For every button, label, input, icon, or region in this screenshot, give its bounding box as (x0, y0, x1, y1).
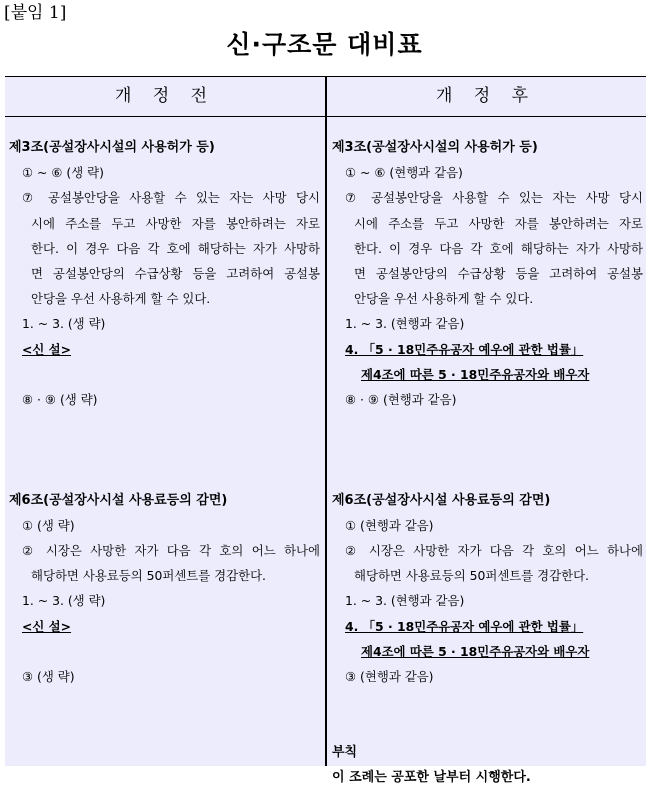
attachment-label: [붙임 1] (4, 3, 67, 23)
article6-paragraph2-line: 해당하면 사용료등의 50퍼센트를 경감한다. (354, 568, 589, 584)
article3-paragraphs-1-6: ① ~ ⑥ (현행과 같음) (345, 165, 463, 181)
article3-new-item-4-cont: 제4조에 따른 5 · 18민주유공자와 배우자 (361, 366, 590, 382)
article6-paragraph2-line: ② 시장은 사망한 자가 다음 각 호의 어느 하나에 (22, 543, 320, 559)
article3-paragraphs-8-9: ⑧ · ⑨ (현행과 같음) (345, 391, 457, 407)
document-title: 신·구조문 대비표 (226, 30, 423, 59)
appendix-title: 부칙 (332, 744, 358, 760)
article6-paragraph2-line: 해당하면 사용료등의 50퍼센트를 경감한다. (31, 568, 266, 584)
article3-paragraph7-line: 시에 주소를 두고 사망한 자를 봉안하려는 자로 (354, 215, 643, 231)
article3-paragraph7-line: 한다. 이 경우 다음 각 호에 해당하는 자가 사망하 (31, 240, 320, 256)
article3-new-mark: <신 설> (22, 341, 72, 357)
article6-new-item-4-cont: 제4조에 따른 5 · 18민주유공자와 배우자 (361, 643, 590, 659)
article6-title: 제6조(공설장사시설 사용료등의 감면) (9, 492, 228, 508)
column-divider (325, 77, 327, 766)
article3-paragraph7-line: ⑦ 공설봉안당을 사용할 수 있는 자는 사망 당시 (22, 190, 320, 206)
article3-paragraph7-line: 안당을 우선 사용하게 할 수 있다. (31, 291, 211, 307)
article6-new-item-4: 4. 「5 · 18민주유공자 예우에 관한 법률」 (345, 618, 584, 634)
article6-paragraph2-line: ② 시장은 사망한 자가 다음 각 호의 어느 하나에 (345, 543, 643, 559)
article6-paragraph3: ③ (생 략) (22, 668, 75, 684)
before-column (9, 135, 324, 689)
article3-paragraph7-line: 안당을 우선 사용하게 할 수 있다. (354, 291, 534, 307)
article3-paragraph7-line: 면 공설봉안당의 수급상황 등을 고려하여 공설봉 (31, 265, 320, 281)
article6-new-mark: <신 설> (22, 618, 72, 634)
appendix-body: 이 조례는 공포한 날부터 시행한다. (332, 769, 531, 785)
header-after-amendment: 개 정 후 (435, 86, 537, 106)
after-column (332, 135, 647, 790)
comparison-table (5, 76, 646, 785)
article6-items-1-3: 1. ~ 3. (생 략) (22, 593, 106, 609)
article3-items-1-3: 1. ~ 3. (현행과 같음) (345, 316, 465, 332)
article3-paragraph7-line: 한다. 이 경우 다음 각 호에 해당하는 자가 사망하 (354, 240, 643, 256)
article3-new-item-4: 4. 「5 · 18민주유공자 예우에 관한 법률」 (345, 341, 584, 357)
article3-items-1-3: 1. ~ 3. (생 략) (22, 316, 106, 332)
article3-title: 제3조(공설장사시설의 사용허가 등) (9, 140, 215, 155)
article3-title: 제3조(공설장사시설의 사용허가 등) (332, 140, 538, 155)
article6-paragraph1: ① (생 략) (22, 517, 75, 533)
article6-paragraph1: ① (현행과 같음) (345, 517, 434, 533)
article3-paragraphs-8-9: ⑧ · ⑨ (생 략) (22, 391, 98, 407)
article6-title: 제6조(공설장사시설 사용료등의 감면) (332, 492, 551, 508)
article3-paragraph7-line: ⑦ 공설봉안당을 사용할 수 있는 자는 사망 당시 (345, 190, 643, 206)
article6-items-1-3: 1. ~ 3. (현행과 같음) (345, 593, 465, 609)
article3-paragraph7-line: 면 공설봉안당의 수급상황 등을 고려하여 공설봉 (354, 265, 643, 281)
article3-paragraph7-line: 시에 주소를 두고 사망한 자를 봉안하려는 자로 (31, 215, 320, 231)
article6-paragraph3: ③ (현행과 같음) (345, 668, 434, 684)
header-before-amendment: 개 정 전 (114, 86, 216, 106)
article3-paragraphs-1-6: ① ~ ⑥ (생 략) (22, 165, 104, 181)
